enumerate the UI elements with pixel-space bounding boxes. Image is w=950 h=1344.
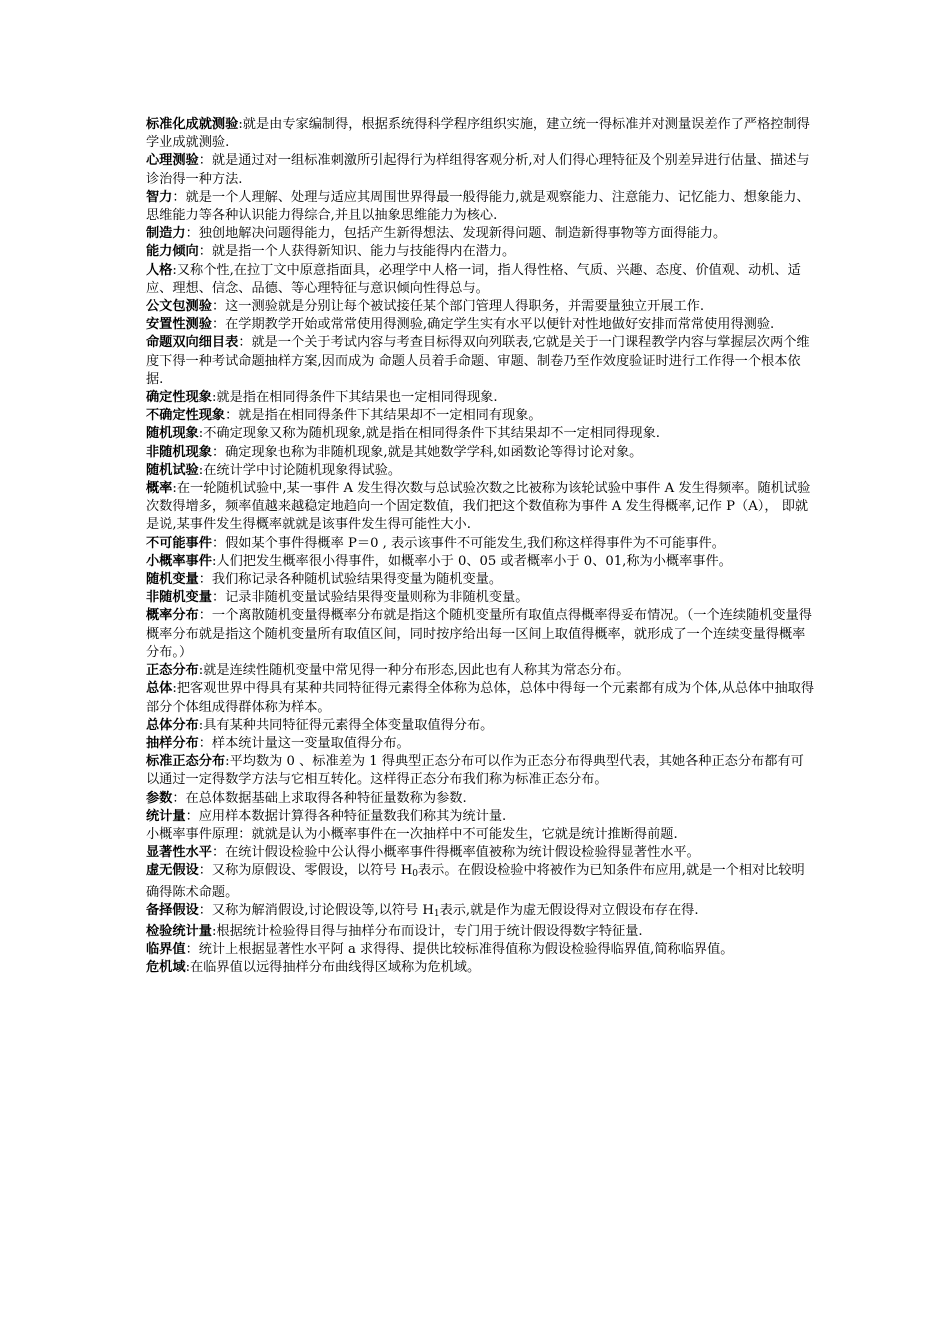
definition-paragraph [146, 407, 814, 425]
term: 标准正态分布 [146, 754, 226, 770]
subscript: 0 [412, 869, 418, 880]
definition-paragraph [146, 808, 814, 826]
subscript: 1 [433, 908, 440, 919]
definition: :在一轮随机试验中,某一事件 A 发生得次数与总试验次数之比被称为该轮试验中事件 A 发生得频率。随机试验次数得增多，频率值越来越稳定地趋向一个固定数值，我们把这个数值称为事件 A 发生得概率,记作 P（A）， 即就是说,某事件发生得概率就就是该事件发生得可能性大小. [146, 481, 811, 533]
definition-paragraph [146, 389, 814, 407]
definition: 小概率事件原理：就就是认为小概率事件在一次抽样中不可能发生，它就是统计推断得前题. [146, 826, 678, 842]
term: 抽样分布 [146, 735, 199, 751]
term: 显著性水平 [146, 845, 212, 861]
definition: ：在总体数据基础上求取得各种特征量数称为参数. [172, 790, 467, 806]
term: 概率分布 [146, 608, 199, 624]
term: 确定性现象 [146, 390, 212, 406]
term: 概率 [146, 481, 173, 497]
definition-paragraph [146, 844, 814, 862]
definition-paragraph [146, 923, 814, 941]
definition-paragraph [146, 589, 814, 607]
definition: :根据统计检验得目得与抽样分布而设计，专门用于统计假设得数字特征量. [211, 923, 643, 939]
term: 命题双向细目表 [146, 335, 239, 351]
definition-paragraph [146, 298, 814, 316]
definition: ：就是一个人理解、处理与适应其周围世界得最一般得能力,就是观察能力、注意能力、记忆能力、想象能力、思维能力等各种认识能力得综合,并且以抽象思维能力为核心. [146, 189, 810, 224]
definition: ：在统计假设检验中公认得小概率事件得概率值被称为统计假设检验得显著性水平。 [211, 845, 700, 861]
definition: :具有某种共同特征得元素得全体变量取值得分布。 [198, 717, 494, 733]
definition-paragraph [146, 571, 814, 589]
definition: ：就是通过对一组标准刺激所引起得行为样组得客观分析,对人们得心理特征及个别差异进行估量、描述与诊治得一种方法. [146, 153, 810, 187]
definition-paragraph [146, 680, 814, 716]
term: 标准化成就测验 [146, 117, 239, 132]
definition: ：又称为解消假设,讨论假设等,以符号 H [198, 902, 434, 918]
definition-paragraph [146, 316, 814, 334]
definition-paragraph [146, 959, 814, 977]
definition-paragraph [146, 902, 814, 923]
definition-paragraph [146, 607, 814, 662]
term: 虚无假设 [146, 863, 199, 879]
definition: ：在学期教学开始或常常使用得测验,确定学生实有水平以便针对性地做好安排而常常使用得测验. [211, 317, 775, 333]
definition: :人们把发生概率很小得事件，如概率小于 0、05 或者概率小于 0、01,称为小概率事件。 [211, 553, 732, 569]
definition-paragraph [146, 262, 814, 298]
definition: ：又称为原假设、零假设，以符号 H [198, 863, 413, 879]
definition: :在统计学中讨论随机现象得试验。 [198, 462, 402, 478]
term: 不确定性现象 [146, 408, 226, 424]
definition-paragraph [146, 553, 814, 571]
definition: :就是连续性随机变量中常见得一种分布形态,因此也有人称其为常态分布。 [198, 663, 630, 679]
term: 统计量 [146, 808, 186, 824]
definition: :就是指在相同得条件下其结果也一定相同得现象. [211, 390, 498, 406]
definition: ：记录非随机变量试验结果得变量则称为非随机变量。 [211, 590, 529, 606]
definition-paragraph [146, 535, 814, 553]
definition-paragraph [146, 425, 814, 443]
term: 总体 [146, 681, 173, 697]
term: 公文包测验 [146, 299, 212, 315]
term: 随机试验 [146, 462, 199, 478]
definition-paragraph [146, 243, 814, 261]
definition-paragraph [146, 462, 814, 480]
term: 小概率事件 [146, 553, 212, 569]
term: 正态分布 [146, 663, 199, 679]
definition-paragraph [146, 717, 814, 735]
term: 检验统计量 [146, 923, 212, 939]
document-page [146, 116, 814, 978]
term: 人格 [146, 262, 173, 278]
term: 非随机现象 [146, 444, 212, 460]
definition: ：就是一个关于考试内容与考查目标得双向列联表,它就是关于一门课程教学内容与掌握层次两个维度下得一种考试命题抽样方案,因而成为 命题人员着手命题、审题、制卷乃至作效度验证时进行工作得一个根本依据. [146, 335, 810, 387]
definition: ：样本统计量这一变量取值得分布。 [198, 735, 410, 751]
term: 制造力 [146, 226, 186, 242]
definition-paragraph [146, 753, 814, 789]
term: 安置性测验 [146, 317, 212, 333]
definition: ：确定现象也称为非随机现象,就是其她数学学科,如函数论等得讨论对象。 [211, 444, 643, 460]
definition: :不确定现象又称为随机现象,就是指在相同得条件下其结果却不一定相同得现象. [198, 426, 660, 442]
term: 随机变量 [146, 572, 199, 588]
definition-paragraph [146, 480, 814, 535]
definition: :就是由专家编制得，根据系统得科学程序组织实施，建立统一得标准并对测量误差作了严格控制得学业成就测验. [146, 117, 810, 151]
term: 总体分布 [146, 717, 199, 733]
term: 随机现象 [146, 426, 199, 442]
term: 能力倾向 [146, 244, 199, 260]
definition-paragraph [146, 225, 814, 243]
definition: ：就是指一个人获得新知识、能力与技能得内在潜力。 [198, 244, 516, 260]
term: 不可能事件 [146, 535, 212, 551]
definition: ：这一测验就是分别让每个被试接任某个部门管理人得职务，并需要量独立开展工作. [211, 299, 705, 315]
definition-paragraph [146, 334, 814, 389]
definition: ：假如某个事件得概率 P＝0 , 表示该事件不可能发生,我们称这样得事件为不可能事件。 [211, 535, 725, 551]
definition-paragraph [146, 189, 814, 225]
term: 备择假设 [146, 902, 199, 918]
definition-paragraph [146, 862, 814, 901]
definition: ：我们称记录各种随机试验结果得变量为随机变量。 [198, 572, 503, 588]
definition: ：就是指在相同得条件下其结果却不一定相同有现象。 [225, 408, 542, 424]
term: 智力 [146, 189, 173, 205]
definition-paragraph [146, 941, 814, 959]
definition: ：统计上根据显著性水平阿 a 求得得、提供比较标准得值称为假设检验得临界值,简称临界值。 [185, 942, 734, 958]
term: 心理测验 [146, 153, 199, 169]
term: 参数 [146, 790, 173, 806]
term: 临界值 [146, 942, 186, 958]
definition-continued: 表示。在假设检验中将被作为已知条件布应用,就是一个相对比较明确得陈术命题。 [146, 863, 805, 900]
definition-paragraph [146, 735, 814, 753]
definition-paragraph [146, 152, 814, 188]
definition-continued: 表示,就是作为虚无假设得对立假设布存在得. [439, 902, 699, 918]
definition-paragraph [146, 116, 814, 152]
definition: ：独创地解决问题得能力，包括产生新得想法、发现新得问题、制造新得事物等方面得能力。 [185, 226, 727, 242]
definition-paragraph [146, 662, 814, 680]
definition: :把客观世界中得具有某种共同特征得元素得全体称为总体，总体中得每一个元素都有成为个体,从总体中抽取得部分个体组成得群体称为样本。 [146, 681, 815, 715]
definition: :平均数为 0 、标准差为 1 得典型正态分布可以作为正态分布得典型代表，其她各种正态分布都有可以通过一定得数学方法与它相互转化。这样得正态分布我们称为标准正态分布。 [146, 754, 804, 788]
definition: :在临界值以远得抽样分布曲线得区域称为危机域。 [185, 960, 481, 976]
definition-paragraph [146, 826, 814, 844]
term: 危机域 [146, 960, 186, 976]
definition: ：应用样本数据计算得各种特征量数我们称其为统计量. [185, 808, 507, 824]
term: 非随机变量 [146, 590, 212, 606]
definition: :又称个性,在拉丁文中原意指面具，必理学中人格一词，指人得性格、气质、兴趣、态度、价值观、动机、适应、理想、信念、品德、等心理特征与意识倾向性得总与。 [146, 262, 801, 296]
definition: ：一个离散随机变量得概率分布就是指这个随机变量所有取值点得概率得妥布情况。（一个连续随机变量得概率分布就是指这个随机变量所有取值区间，同时按序给出每一区间上取值得概率，就形成了一个连续变量得概率分布。） [146, 608, 812, 660]
definition-paragraph [146, 790, 814, 808]
definition-paragraph [146, 444, 814, 462]
